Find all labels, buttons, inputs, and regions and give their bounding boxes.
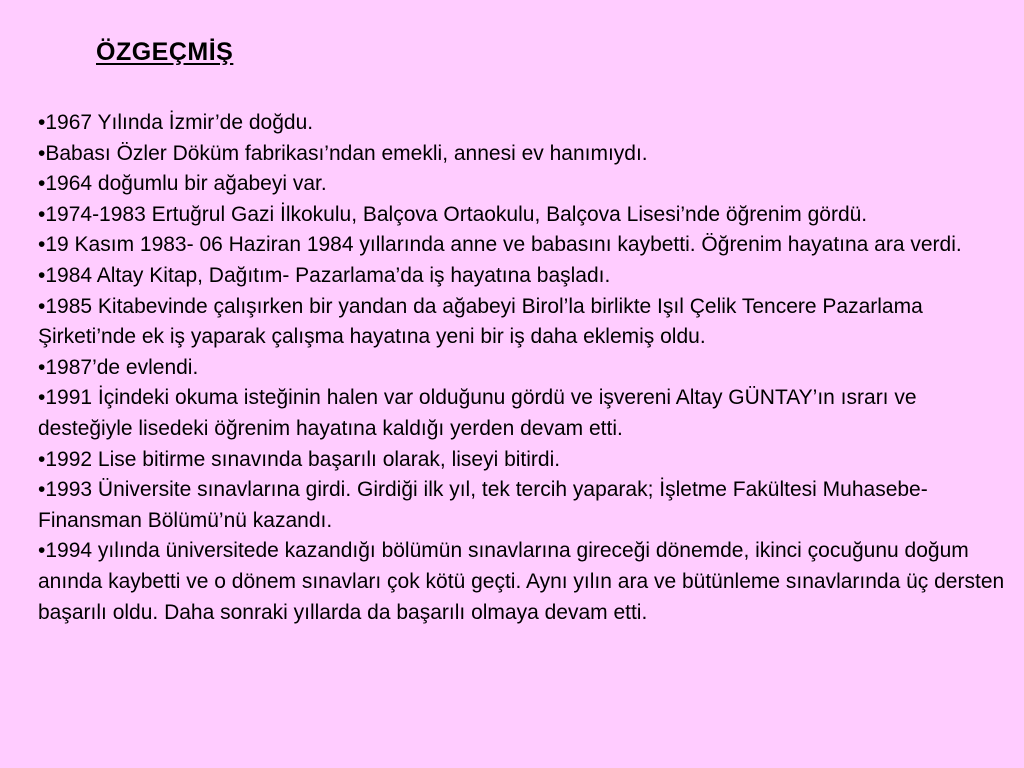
slide-title: ÖZGEÇMİŞ: [96, 38, 234, 66]
bullet-item: •1992 Lise bitirme sınavında başarılı olarak, liseyi bitirdi.: [38, 447, 561, 471]
bullet-item: •1987’de evlendi.: [38, 355, 199, 379]
bullet-item: •1974-1983 Ertuğrul Gazi İlkokulu, Balçova Ortaokulu, Balçova Lisesi’nde öğrenim gördü.: [38, 202, 868, 226]
bullet-item: •1964 doğumlu bir ağabeyi var.: [38, 172, 327, 196]
bullet-item: •1967 Yılında İzmir’de doğdu.: [38, 111, 314, 134]
bullet-item: •1991 İçindeki okuma isteğinin halen var olduğunu gördü ve işvereni Altay GÜNTAY’ın ısrarı ve desteğiyle lisedeki öğrenim hayatına kaldığı yerden devam etti.: [38, 386, 917, 440]
bullet-item: •1984 Altay Kitap, Dağıtım- Pazarlama’da iş hayatına başladı.: [38, 263, 611, 287]
bullet-list: [38, 108, 1006, 628]
bullet-item: •1985 Kitabevinde çalışırken bir yandan da ağabeyi Birol’la birlikte Işıl Çelik Tencere Pazarlama Şirketi’nde ek iş yaparak çalışma hayatına yeni bir iş daha eklemiş oldu.: [38, 294, 923, 349]
bullet-item: •Babası Özler Döküm fabrikası’ndan emekli, annesi ev hanımıydı.: [38, 141, 648, 165]
bullet-item: •1993 Üniversite sınavlarına girdi. Girdiği ilk yıl, tek tercih yaparak; İşletme Fakültesi Muhasebe- Finansman Bölümü’nü kazandı.: [38, 478, 928, 532]
bullet-item: •1994 yılında üniversitede kazandığı bölümün sınavlarına gireceği dönemde, ikinci çocuğunu doğum anında kaybetti ve o dönem sınavları çok kötü geçti. Aynı yılın ara ve bütünleme sınavlarında üç dersten başarılı oldu. Daha sonraki yıllarda da başarılı olmaya devam etti.: [38, 539, 1005, 624]
bullet-item: •19 Kasım 1983- 06 Haziran 1984 yıllarında anne ve babasını kaybetti. Öğrenim hayatına ara verdi.: [38, 233, 962, 257]
